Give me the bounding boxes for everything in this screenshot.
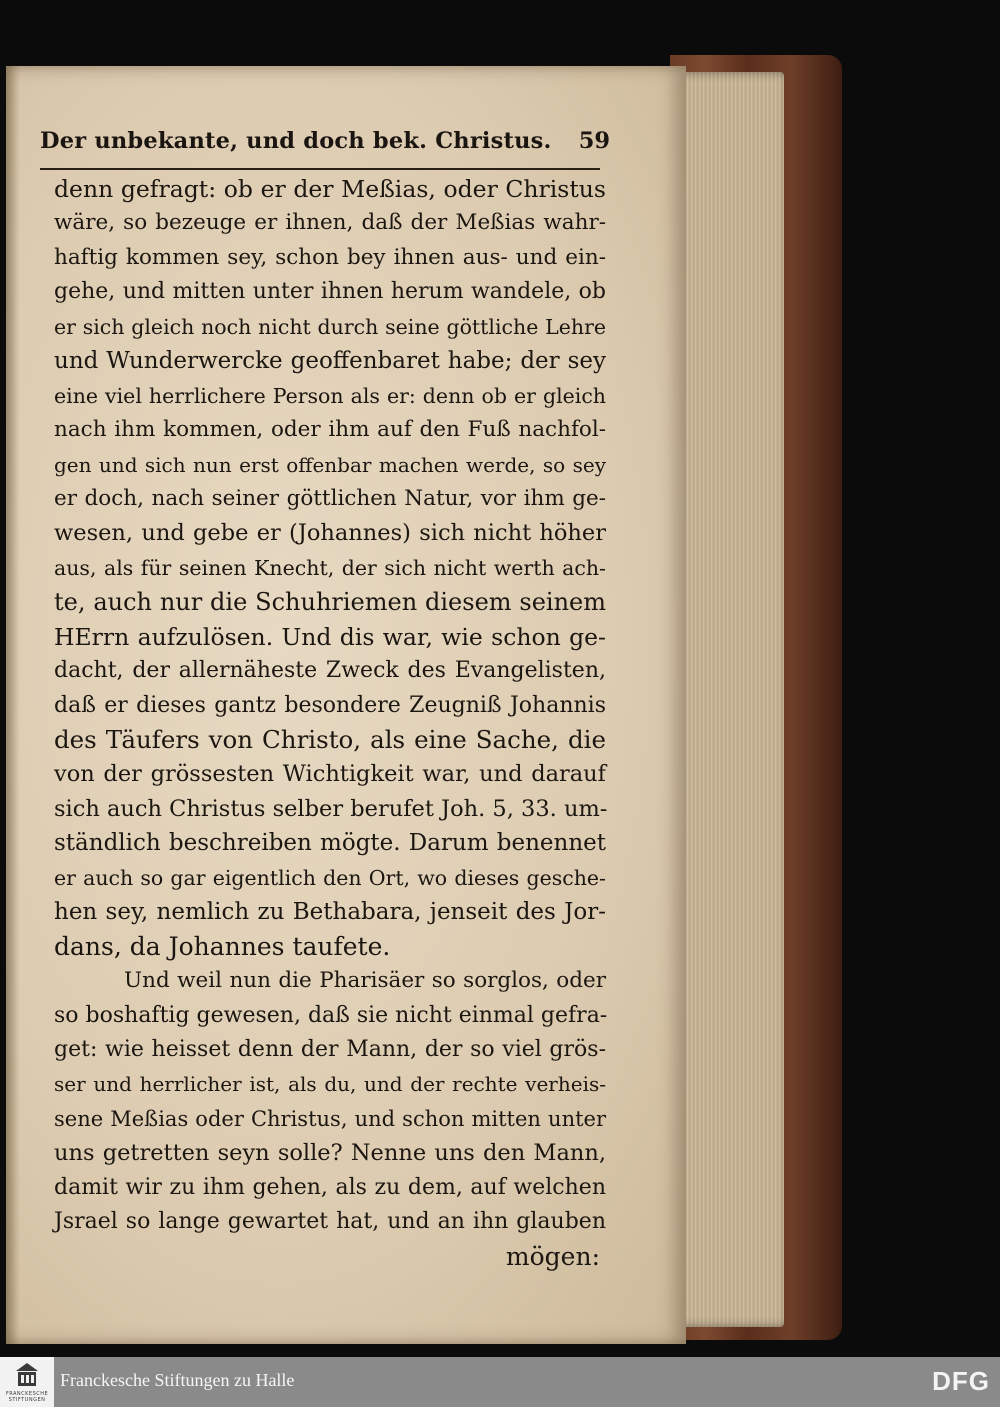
header-rule [40,168,600,170]
running-head [40,122,610,166]
text-line: get: wie heisset denn der Mann, der so viel grös- [54,1036,606,1062]
text-line: sich auch Christus selber berufet Joh. 5, 33. um- [54,795,608,822]
text-line: er doch, nach seiner göttlichen Natur, vor ihm ge- [54,485,606,511]
text-line: aus, als für seinen Knecht, der sich nicht werth ach- [54,555,606,580]
logo-text: FRANCKESCHE STIFTUNGEN [5,1391,49,1403]
text-line: nach ihm kommen, oder ihm auf den Fuß nachfol- [54,417,606,443]
text-line: te, auch nur die Schuhriemen diesem seinem [54,588,606,617]
institution-logo[interactable] [0,1357,54,1407]
text-line: uns getretten seyn solle? Nenne uns den Mann, [54,1140,606,1167]
page-number: 59 [578,128,610,154]
text-line: Jsrael so lange gewartet hat, und an ihn glauben [54,1209,606,1235]
text-line: er auch so gar eigentlich den Ort, wo dieses gesche- [54,865,606,890]
text-line: des Täufers von Christo, als eine Sache, die [54,725,606,754]
text-line: hen sey, nemlich zu Bethabara, jenseit des Jor- [54,899,606,926]
text-line: dacht, der allernäheste Zweck des Evangelisten, [54,658,606,684]
text-line: ständlich beschreiben mögte. Darum benennet [54,830,606,857]
body-text [54,172,606,1274]
viewer-footer [0,1357,1000,1407]
text-line: so boshaftig gewesen, daß sie nicht einmal gefra- [54,1002,608,1028]
text-line: wäre, so bezeuge er ihnen, daß der Meßias wahr- [54,210,606,236]
dfg-logo[interactable]: DFG [932,1366,990,1396]
text-line: Und weil nun die Pharisäer so sorglos, oder [124,968,606,994]
text-line: eine viel herrlichere Person als er: denn ob er gleich [54,383,606,408]
text-line: dans, da Johannes taufete. [54,931,391,961]
institution-name[interactable]: Franckesche Stiftungen zu Halle [60,1370,295,1390]
text-line: denn gefragt: ob er der Meßias, oder Christus [54,175,606,203]
catchword: mögen: [505,1241,600,1271]
text-line: und Wunderwercke geoffenbaret habe; der sey [54,348,606,375]
text-line: damit wir zu ihm gehen, als zu dem, auf welchen [54,1174,606,1200]
text-line: daß er dieses gantz besondere Zeugniß Johannis [54,692,606,718]
building-icon [14,1361,40,1389]
text-line: er sich gleich noch nicht durch seine göttliche Lehre [54,314,606,339]
text-line: gen und sich nun erst offenbar machen werde, so sey [54,452,606,477]
text-line: wesen, und gebe er (Johannes) sich nicht höher [54,520,606,547]
page-gutter-shadow [6,66,20,1344]
text-line: haftig kommen sey, schon bey ihnen aus- und ein- [54,244,606,270]
text-line: HErrn aufzulösen. Und dis war, wie schon ge- [54,622,606,651]
text-line: ser und herrlicher ist, als du, und der rechte verheis- [54,1072,606,1097]
text-line: von der grössesten Wichtigkeit war, und darauf [54,761,606,788]
text-line: gehe, und mitten unter ihnen herum wandele, ob [54,279,606,305]
text-line: sene Meßias oder Christus, und schon mitten unter [54,1106,606,1131]
page-edges [672,72,784,1327]
running-title: Der unbekante, und doch bek. Christus. [40,128,552,154]
